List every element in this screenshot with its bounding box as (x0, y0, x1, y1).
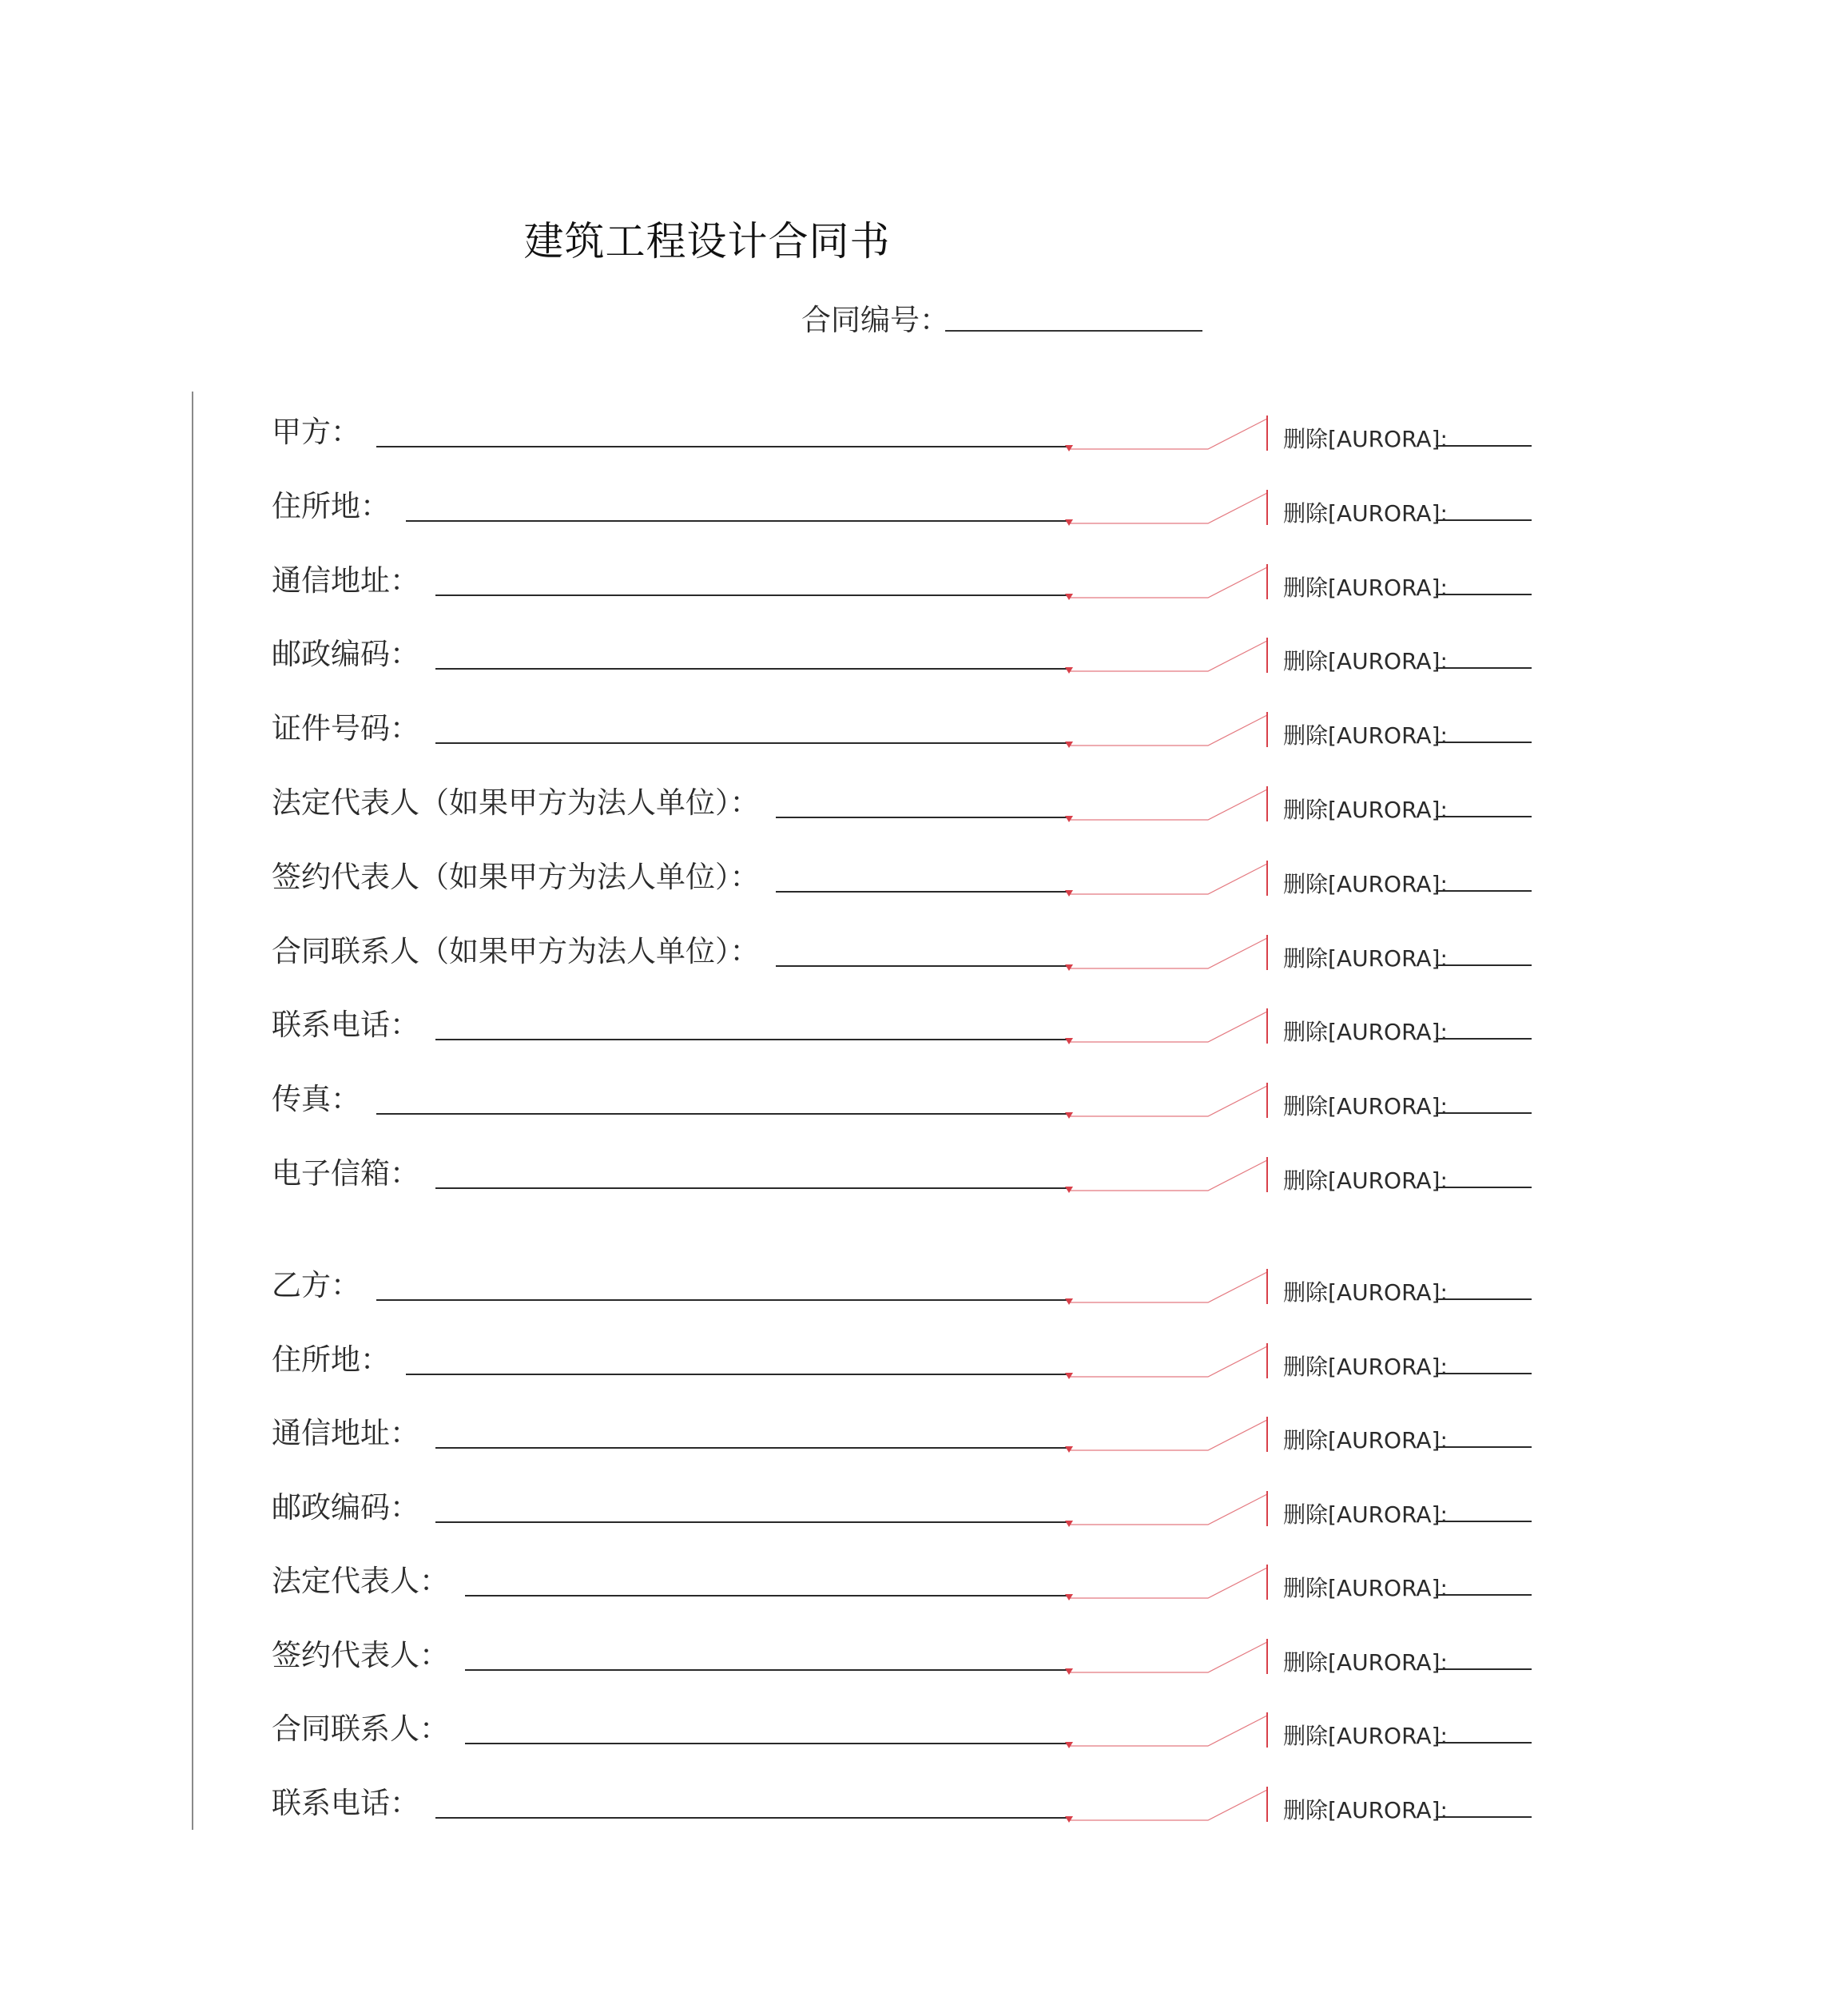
field-blank-line[interactable] (376, 1113, 1071, 1115)
comment-connector-line (1067, 704, 1275, 768)
contract-number-field (801, 296, 949, 339)
comment-delete-label: 删除[AURORA]: (1283, 575, 1448, 601)
comment-blank-line (1436, 742, 1532, 743)
party-a-field-row (0, 704, 1848, 768)
comment-blank-line (1436, 890, 1532, 892)
comment-connector-line (1067, 1261, 1275, 1325)
comment-blank-line (1436, 1112, 1532, 1114)
comment-blank-line (1436, 1446, 1532, 1448)
comment-delete-label: 删除[AURORA]: (1283, 500, 1448, 527)
field-blank-line[interactable] (465, 1743, 1071, 1744)
field-blank-line[interactable] (465, 1595, 1071, 1596)
comment-delete-label: 删除[AURORA]: (1283, 945, 1448, 972)
comment-connector-line (1067, 778, 1275, 842)
comment-delete-label: 删除[AURORA]: (1283, 1575, 1448, 1601)
comment-delete-label: 删除[AURORA]: (1283, 1167, 1448, 1194)
field-label: 联系电话： (272, 1786, 419, 1820)
comment-blank-line (1436, 1187, 1532, 1188)
field-label: 邮政编码： (272, 637, 419, 671)
field-blank-line[interactable] (435, 1447, 1071, 1449)
comment-delete-label: 删除[AURORA]: (1283, 1354, 1448, 1380)
comment-connector-line (1067, 1075, 1275, 1139)
party-b-field-row (0, 1483, 1848, 1547)
comment-connector-line (1067, 927, 1275, 991)
comment-delete-label: 删除[AURORA]: (1283, 1723, 1448, 1749)
party-a-field-row (0, 630, 1848, 694)
comment-blank-line (1436, 667, 1532, 669)
field-blank-line[interactable] (376, 446, 1071, 447)
comment-blank-line (1436, 1594, 1532, 1596)
field-label: 证件号码： (272, 711, 419, 746)
comment-connector-line (1067, 1631, 1275, 1695)
document-title: 建筑工程设计合同书 (523, 218, 891, 264)
party-b-field-row (0, 1631, 1848, 1695)
party-b-field-row (0, 1704, 1848, 1768)
comment-connector-line (1067, 1335, 1275, 1399)
comment-delete-label: 删除[AURORA]: (1283, 1279, 1448, 1306)
comment-blank-line (1436, 816, 1532, 817)
field-blank-line[interactable] (435, 668, 1071, 670)
field-label: 电子信箱： (272, 1156, 419, 1191)
comment-connector-line (1067, 556, 1275, 620)
party-a-field-row (0, 1000, 1848, 1064)
comment-blank-line (1436, 1521, 1532, 1522)
field-blank-line[interactable] (435, 1817, 1071, 1819)
comment-blank-line (1436, 1373, 1532, 1374)
field-blank-line[interactable] (406, 520, 1071, 522)
comment-connector-line (1067, 1704, 1275, 1768)
comment-delete-label: 删除[AURORA]: (1283, 1797, 1448, 1823)
comment-connector-line (1067, 630, 1275, 694)
party-a-field-row (0, 408, 1848, 471)
comment-blank-line (1436, 1298, 1532, 1300)
field-label: 邮政编码： (272, 1490, 419, 1525)
comment-delete-label: 删除[AURORA]: (1283, 648, 1448, 674)
comment-connector-line (1067, 1409, 1275, 1473)
comment-delete-label: 删除[AURORA]: (1283, 797, 1448, 823)
party-a-field-row (0, 778, 1848, 842)
field-label: 签约代表人： (272, 1638, 449, 1672)
comment-blank-line (1436, 519, 1532, 521)
comment-blank-line (1436, 964, 1532, 966)
party-a-field-row (0, 927, 1848, 991)
field-blank-line[interactable] (435, 1521, 1071, 1523)
comment-delete-label: 删除[AURORA]: (1283, 722, 1448, 749)
field-blank-line[interactable] (435, 742, 1071, 744)
comment-blank-line (1436, 1668, 1532, 1670)
field-label: 法定代表人： (272, 1564, 449, 1598)
field-label: 传真： (272, 1082, 360, 1116)
party-b-field-row (0, 1557, 1848, 1620)
field-blank-line[interactable] (465, 1669, 1071, 1671)
party-b-field-row (0, 1409, 1848, 1473)
field-label: 合同联系人： (272, 1712, 449, 1746)
field-blank-line[interactable] (776, 817, 1071, 818)
contract-number-blank[interactable] (945, 330, 1202, 332)
comment-blank-line (1436, 594, 1532, 595)
field-label: 通信地址： (272, 1416, 419, 1450)
comment-delete-label: 删除[AURORA]: (1283, 1501, 1448, 1528)
party-a-field-row (0, 482, 1848, 546)
party-b-field-row (0, 1261, 1848, 1325)
field-label: 签约代表人（如果甲方为法人单位）： (272, 860, 760, 894)
field-label: 合同联系人（如果甲方为法人单位）： (272, 934, 760, 968)
field-label: 住所地： (272, 489, 390, 523)
party-a-field-row (0, 853, 1848, 917)
field-blank-line[interactable] (435, 1187, 1071, 1189)
field-label: 联系电话： (272, 1008, 419, 1042)
comment-connector-line (1067, 853, 1275, 917)
field-label: 甲方： (272, 415, 360, 449)
comment-connector-line (1067, 408, 1275, 471)
contract-number-label: 合同编号： (801, 303, 949, 337)
comment-blank-line (1436, 1038, 1532, 1040)
comment-blank-line (1436, 1816, 1532, 1818)
comment-connector-line (1067, 482, 1275, 546)
comment-delete-label: 删除[AURORA]: (1283, 1649, 1448, 1676)
field-label: 通信地址： (272, 563, 419, 598)
comment-connector-line (1067, 1557, 1275, 1620)
comment-connector-line (1067, 1000, 1275, 1064)
comment-connector-line (1067, 1149, 1275, 1213)
party-a-field-row (0, 556, 1848, 620)
comment-delete-label: 删除[AURORA]: (1283, 871, 1448, 897)
field-blank-line[interactable] (776, 891, 1071, 893)
field-label: 乙方： (272, 1268, 360, 1302)
field-label: 法定代表人（如果甲方为法人单位）： (272, 785, 760, 820)
party-b-field-row (0, 1335, 1848, 1399)
field-blank-line[interactable] (776, 965, 1071, 967)
party-a-field-row (0, 1149, 1848, 1213)
comment-connector-line (1067, 1779, 1275, 1843)
field-blank-line[interactable] (435, 1039, 1071, 1040)
field-blank-line[interactable] (435, 594, 1071, 596)
comment-connector-line (1067, 1483, 1275, 1547)
field-label: 住所地： (272, 1342, 390, 1377)
field-blank-line[interactable] (406, 1374, 1071, 1375)
comment-delete-label: 删除[AURORA]: (1283, 1427, 1448, 1453)
comment-blank-line (1436, 445, 1532, 447)
comment-delete-label: 删除[AURORA]: (1283, 426, 1448, 452)
comment-delete-label: 删除[AURORA]: (1283, 1093, 1448, 1119)
comment-delete-label: 删除[AURORA]: (1283, 1019, 1448, 1045)
comment-blank-line (1436, 1742, 1532, 1744)
party-a-field-row (0, 1075, 1848, 1139)
field-blank-line[interactable] (376, 1299, 1071, 1301)
party-b-field-row (0, 1779, 1848, 1843)
